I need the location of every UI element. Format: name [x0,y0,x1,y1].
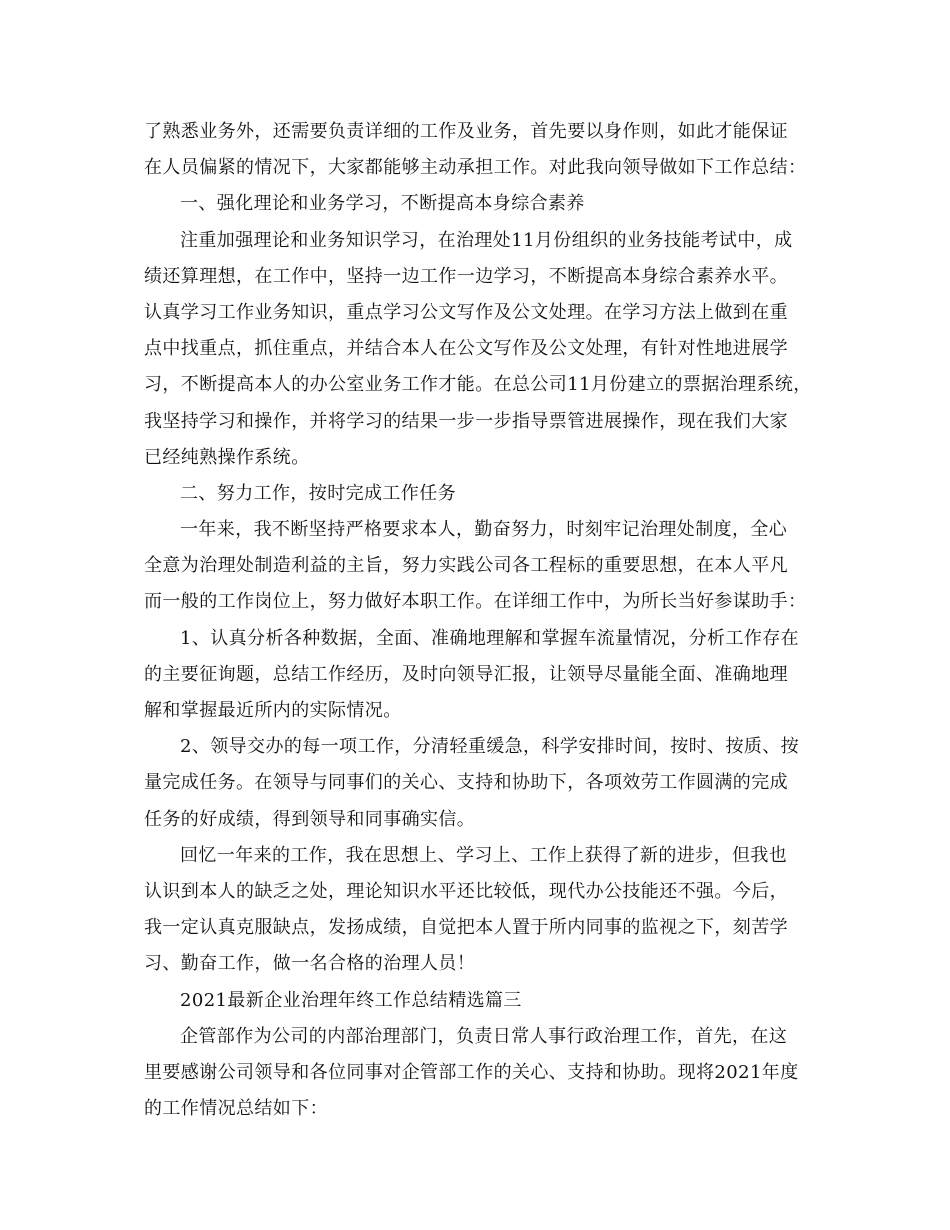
text-line: 注重加强理论和业务知识学习，在治理处11月份组织的业务技能考试中，成 [180,229,793,251]
text-line: 在人员偏紧的情况下，大家都能够主动承担工作。对此我向领导做如下工作总结： [144,157,807,179]
text-line: 2、领导交办的每一项工作，分清轻重缓急，科学安排时间，按时、按质、按 [180,736,800,758]
text-line: 已经纯熟操作系统。 [144,446,310,468]
text-line: 了熟悉业务外，还需要负责详细的工作及业务，首先要以身作则，如此才能保证 [144,121,788,142]
text-line: 认真学习工作业务知识，重点学习公文写作及公文处理。在学习方法上做到在重 [144,301,788,323]
document-body [144,114,814,1127]
text-line: 的工作情况总结如下： [144,1098,328,1120]
text-line: 的主要征询题，总结工作经历，及时向领导汇报，让领导尽量能全面、准确地理 [144,663,788,685]
text-line: 习、勤奋工作，做一名合格的治理人员！ [144,953,476,975]
text-line: 点中找重点，抓住重点，并结合本人在公文写作及公文处理，有针对性地进展学 [144,338,788,360]
text-line: 我坚持学习和操作，并将学习的结果一步一步指导票管进展操作，现在我们大家 [144,410,788,432]
text-line: 认识到本人的缺乏之处，理论知识水平还比较低，现代办公技能还不强。今后， [144,880,788,902]
text-line: 习，不断提高本人的办公室业务工作才能。在总公司11月份建立的票据治理系统， [144,374,812,396]
text-line: 我一定认真克服缺点，发扬成绩，自觉把本人置于所内同事的监视之下，刻苦学 [144,917,788,939]
text-line: 而一般的工作岗位上，努力做好本职工作。在详细工作中，为所长当好参谋助手： [144,591,807,613]
text-line: 量完成任务。在领导与同事们的关心、支持和协助下，各项效劳工作圆满的完成 [144,772,788,794]
text-line: 2021最新企业治理年终工作总结精选篇三 [180,989,522,1011]
text-line: 1、认真分析各种数据，全面、准确地理解和掌握车流量情况，分析工作存在 [180,627,800,649]
text-line: 任务的好成绩，得到领导和同事确实信。 [144,808,476,830]
text-line: 解和掌握最近所内的实际情况。 [144,700,402,721]
text-line: 里要感谢公司领导和各位同事对企管部工作的关心、支持和协助。现将2021年度 [144,1061,799,1083]
text-line: 一年来，我不断坚持严格要求本人，勤奋努力，时刻牢记治理处制度，全心 [180,519,788,541]
text-line: 企管部作为公司的内部治理部门，负责日常人事行政治理工作，首先，在这 [180,1025,788,1047]
text-line: 绩还算理想，在工作中，坚持一边工作一边学习，不断提高本身综合素养水平。 [144,265,788,287]
text-line: 二、努力工作，按时完成工作任务 [180,482,456,504]
text-line: 一、强化理论和业务学习，不断提高本身综合素养 [180,193,585,215]
text-line: 全意为治理处制造利益的主旨，努力实践公司各工程标的重要思想，在本人平凡 [144,555,788,577]
text-line: 回忆一年来的工作，我在思想上、学习上、工作上获得了新的进步，但我也 [180,844,788,866]
